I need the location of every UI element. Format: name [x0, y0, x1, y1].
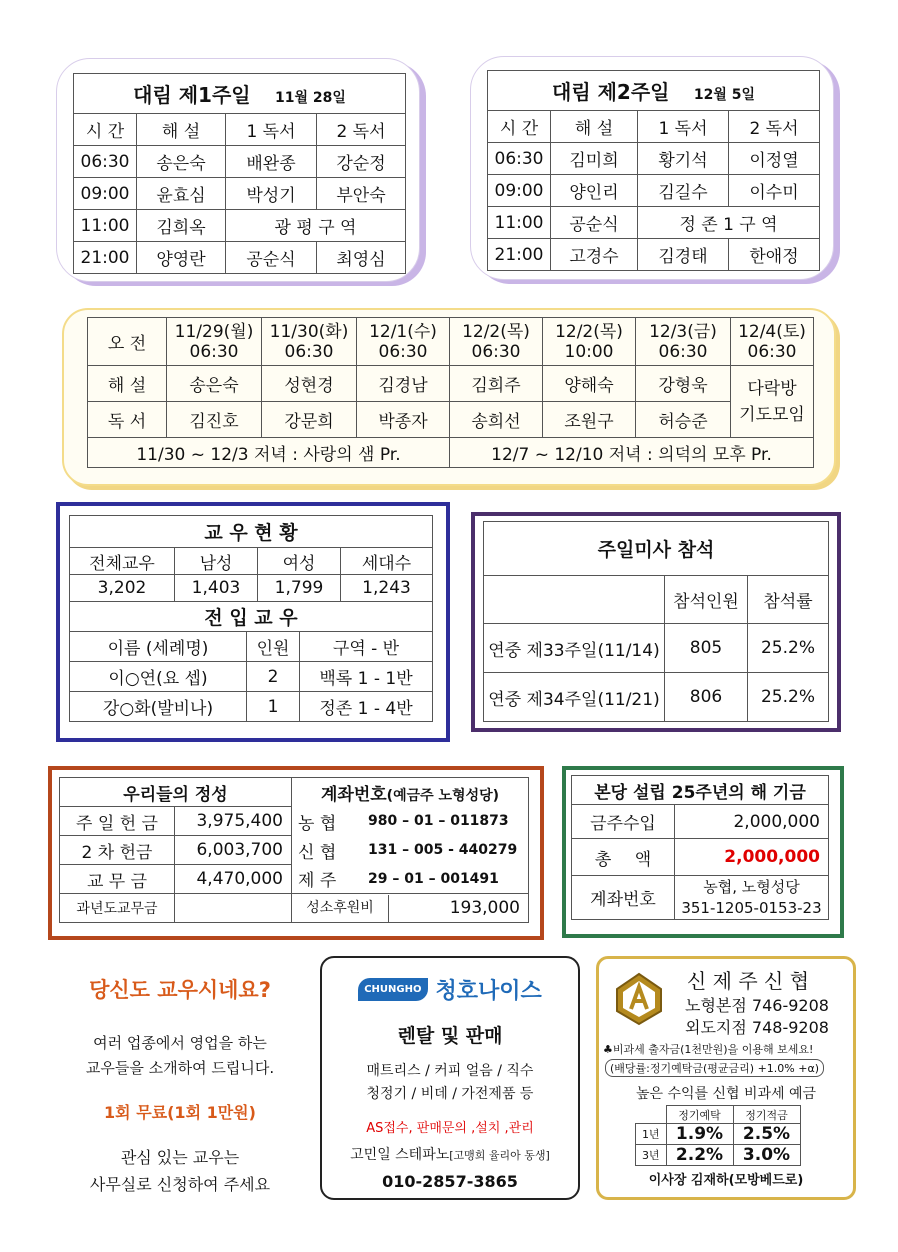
chungho-service: AS접수, 판매문의 ,설치 ,관리: [366, 1121, 534, 1136]
bank-name: 농 협: [292, 807, 363, 836]
credit-chairman: 이사장 김재하(모방베드로): [648, 1173, 804, 1188]
fund-title: 본당 설립 25주년의 해 기금: [572, 776, 829, 805]
chungho-logo-text: 청호나이스: [435, 979, 542, 1004]
account-title: 계좌번호: [320, 784, 387, 805]
credit-name: 신 제 주 신 협: [687, 969, 810, 993]
fund-account: 농협, 노형성당 351-1205-0153-23: [675, 876, 829, 920]
credit-rate: 2.5%: [733, 1124, 800, 1145]
week1-cell: 양영란: [137, 242, 226, 274]
offering-label-past: 과년도교무금: [60, 894, 175, 923]
fund-table: [571, 775, 829, 920]
members-header: 전체교우: [70, 548, 175, 575]
week2-cell: 이정열: [729, 143, 820, 175]
chungho-contact: [322, 1144, 578, 1164]
newcomer-cell: 2: [247, 662, 300, 692]
ad-members-line3: 관심 있는 교우는: [120, 1148, 240, 1167]
weekday-cell: 송은숙: [167, 366, 262, 402]
week2-cell: 11:00: [488, 207, 551, 239]
week2-cell: 고경수: [551, 239, 638, 271]
week2-header: 해 설: [551, 111, 638, 143]
week1-cell: 부안숙: [317, 178, 406, 210]
chungho-items1: 매트리스 / 커피 얼음 / 직수: [366, 1063, 534, 1079]
credit-logo-icon: [611, 971, 667, 1027]
attendance-cell: 25.2%: [748, 624, 829, 673]
week1-cell: 21:00: [74, 242, 137, 274]
ad-chungho: [320, 956, 580, 1200]
weekday-day: 12/3(금) 06:30: [636, 318, 731, 366]
week2-cell: 김길수: [638, 175, 729, 207]
newcomers-title: 전 입 교 우: [70, 602, 433, 632]
newcomer-cell: 이○연(요 셉): [70, 662, 247, 692]
offerings-table: [59, 777, 529, 923]
week1-cell: 광 평 구 역: [226, 210, 406, 242]
offering-amount: 4,470,000: [175, 865, 292, 894]
weekday-label-reading: 독 서: [88, 402, 167, 438]
week2-cell: 김경태: [638, 239, 729, 271]
offering-amount: 6,003,700: [175, 836, 292, 865]
week2-cell: 09:00: [488, 175, 551, 207]
chungho-phone: 010-2857-3865: [382, 1172, 518, 1191]
members-header: 남성: [175, 548, 258, 575]
bank-account: 980 – 01 – 011873: [362, 807, 529, 836]
weekday-sat-note: 다락방 기도모임: [731, 366, 814, 438]
bank-name: 신 협: [292, 836, 363, 865]
weekday-cell: 강형욱: [636, 366, 731, 402]
vocation-row: [292, 894, 529, 923]
week1-cell: 최영심: [317, 242, 406, 274]
week1-header: 2 독서: [317, 114, 406, 146]
week2-cell: 양인리: [551, 175, 638, 207]
credit-branch1: 노형본점 746-9208: [685, 996, 829, 1015]
attendance-cell: 805: [665, 624, 748, 673]
credit-rate: 1.9%: [666, 1124, 733, 1145]
weekday-footer-right: 12/7 ~ 12/10 저녁 : 의덕의 모후 Pr.: [450, 438, 814, 468]
week2-title: 대림 제2주일: [552, 80, 670, 104]
attendance-cell: 연중 제34주일(11/21): [484, 673, 665, 722]
credit-rate: 2.2%: [666, 1145, 733, 1166]
newcomers-header: 구역 - 반: [300, 632, 433, 662]
vocation-label: 성소후원비: [292, 895, 389, 922]
offering-label: 교 무 금: [60, 865, 175, 894]
fund-label: 총 액: [572, 839, 675, 876]
newcomers-header: 인원: [247, 632, 300, 662]
attendance-cell: 25.2%: [748, 673, 829, 722]
weekday-label-commentary: 해 설: [88, 366, 167, 402]
weekday-day: 11/29(월) 06:30: [167, 318, 262, 366]
week1-table: [73, 73, 406, 274]
bank-name: 제 주: [292, 865, 363, 894]
credit-promo: ♣비과세 출자금(1천만원)을 이용해 보세요!: [603, 1043, 814, 1056]
chungho-items2: 청정기 / 비데 / 가전제품 등: [366, 1086, 534, 1102]
week2-header: 1 독서: [638, 111, 729, 143]
chungho-contact-name: 고민일 스테파노: [350, 1147, 450, 1163]
chungho-logo-badge: CHUNGHO: [358, 978, 427, 1001]
weekday-cell: 강문희: [262, 402, 357, 438]
weekday-cell: 김희주: [450, 366, 543, 402]
credit-rate: 3.0%: [733, 1145, 800, 1166]
week1-header: 1 독서: [226, 114, 317, 146]
week1-title: 대림 제1주일: [133, 83, 251, 107]
offering-amount: 3,975,400: [175, 807, 292, 836]
vocation-amount: 193,000: [449, 898, 520, 918]
attendance-header: 참석률: [748, 576, 829, 624]
credit-rate-term: 3년: [636, 1145, 667, 1166]
week1-cell: 박성기: [226, 178, 317, 210]
week2-cell: 한애정: [729, 239, 820, 271]
bank-account: 29 – 01 – 001491: [362, 865, 529, 894]
newcomer-cell: 정존 1 - 4반: [300, 692, 433, 722]
attendance-corner: [484, 576, 665, 624]
newcomer-cell: 백록 1 - 1반: [300, 662, 433, 692]
ad-members-title: 당신도 교우시네요?: [89, 978, 271, 1002]
weekday-table: [87, 317, 814, 468]
weekday-cell: 송희선: [450, 402, 543, 438]
offerings-title: 우리들의 정성: [60, 778, 292, 807]
week1-cell: 09:00: [74, 178, 137, 210]
week1-cell: 김희옥: [137, 210, 226, 242]
offering-label: 2 차 헌금: [60, 836, 175, 865]
members-header: 세대수: [341, 548, 433, 575]
offering-amount-past: [175, 894, 292, 923]
fund-label: 금주수입: [572, 805, 675, 839]
week2-cell: 이수미: [729, 175, 820, 207]
weekday-footer-left: 11/30 ~ 12/3 저녁 : 사랑의 샘 Pr.: [88, 438, 450, 468]
weekday-label-am: 오 전: [88, 318, 167, 366]
week2-table: [487, 70, 820, 271]
weekday-day: 12/2(목) 10:00: [543, 318, 636, 366]
ad-members-price: 1회 무료(1회 1만원): [104, 1103, 256, 1122]
members-value: 1,243: [341, 575, 433, 602]
weekday-cell: 김진호: [167, 402, 262, 438]
fund-account-label: 계좌번호: [572, 876, 675, 920]
members-value: 1,799: [258, 575, 341, 602]
account-title-cell: [292, 778, 529, 807]
week2-cell: 정 존 1 구 역: [638, 207, 820, 239]
week2-title-cell: [488, 71, 820, 111]
week2-header: 2 독서: [729, 111, 820, 143]
week1-cell: 배완종: [226, 146, 317, 178]
credit-rate-title: 높은 수익를 신협 비과세 예금: [635, 1086, 817, 1102]
members-value: 1,403: [175, 575, 258, 602]
members-table: [69, 515, 433, 602]
attendance-table: [483, 521, 829, 722]
credit-rate-term: 1년: [636, 1124, 667, 1145]
credit-rate-corner: [636, 1106, 667, 1124]
fund-value: 2,000,000: [675, 805, 829, 839]
credit-rate-header: 정기적금: [733, 1106, 800, 1124]
week1-cell: 11:00: [74, 210, 137, 242]
week1-cell: 송은숙: [137, 146, 226, 178]
ad-members: [60, 970, 300, 1194]
week1-cell: 06:30: [74, 146, 137, 178]
account-holder: (예금주 노형성당): [386, 787, 500, 804]
chungho-contact-note: [고맹희 율리아 동생]: [449, 1149, 550, 1162]
ad-members-line1: 여러 업종에서 영업을 하는: [93, 1034, 267, 1052]
newcomer-cell: 강○화(발비나): [70, 692, 247, 722]
week2-cell: 황기석: [638, 143, 729, 175]
ad-credit: [596, 956, 856, 1200]
attendance-title: 주일미사 참석: [484, 522, 829, 576]
week2-cell: 김미희: [551, 143, 638, 175]
week2-header: 시 간: [488, 111, 551, 143]
bank-account: 131 – 005 - 440279: [362, 836, 529, 865]
week1-date: 11월 28일: [274, 90, 346, 106]
week1-header: 해 설: [137, 114, 226, 146]
weekday-cell: 박종자: [357, 402, 450, 438]
week2-cell: 공순식: [551, 207, 638, 239]
members-header: 여성: [258, 548, 341, 575]
week1-cell: 윤효심: [137, 178, 226, 210]
week2-cell: 06:30: [488, 143, 551, 175]
ad-members-line4: 사무실로 신청하여 주세요: [89, 1175, 271, 1194]
weekday-cell: 김경남: [357, 366, 450, 402]
ad-members-line2: 교우들을 소개하여 드립니다.: [85, 1059, 275, 1077]
credit-branch2: 외도지점 748-9208: [685, 1018, 829, 1037]
weekday-day: 11/30(화) 06:30: [262, 318, 357, 366]
week2-cell: 21:00: [488, 239, 551, 271]
chungho-logo: [322, 974, 578, 1005]
week1-title-cell: [74, 74, 406, 114]
credit-rate-table: [635, 1105, 801, 1166]
chungho-heading: 렌탈 및 판매: [397, 1025, 503, 1047]
weekday-cell: 허승준: [636, 402, 731, 438]
members-value: 3,202: [70, 575, 175, 602]
fund-total: 2,000,000: [675, 839, 829, 876]
credit-rate-header: 정기예탁: [666, 1106, 733, 1124]
newcomers-header: 이름 (세례명): [70, 632, 247, 662]
week1-header: 시 간: [74, 114, 137, 146]
newcomer-cell: 1: [247, 692, 300, 722]
offering-label: 주 일 헌 금: [60, 807, 175, 836]
week2-date: 12월 5일: [693, 87, 755, 103]
weekday-cell: 성현경: [262, 366, 357, 402]
newcomers-table: [69, 601, 433, 722]
credit-promo2: (배당률:정기예탁금(평균금리) +1.0% +α): [605, 1059, 824, 1077]
weekday-cell: 조원구: [543, 402, 636, 438]
week1-cell: 강순정: [317, 146, 406, 178]
weekday-day: 12/2(목) 06:30: [450, 318, 543, 366]
attendance-header: 참석인원: [665, 576, 748, 624]
weekday-day-sat: 12/4(토) 06:30: [731, 318, 814, 366]
week1-cell: 공순식: [226, 242, 317, 274]
attendance-cell: 연중 제33주일(11/14): [484, 624, 665, 673]
members-title: 교 우 현 황: [70, 516, 433, 548]
attendance-cell: 806: [665, 673, 748, 722]
weekday-day: 12/1(수) 06:30: [357, 318, 450, 366]
weekday-cell: 양해숙: [543, 366, 636, 402]
